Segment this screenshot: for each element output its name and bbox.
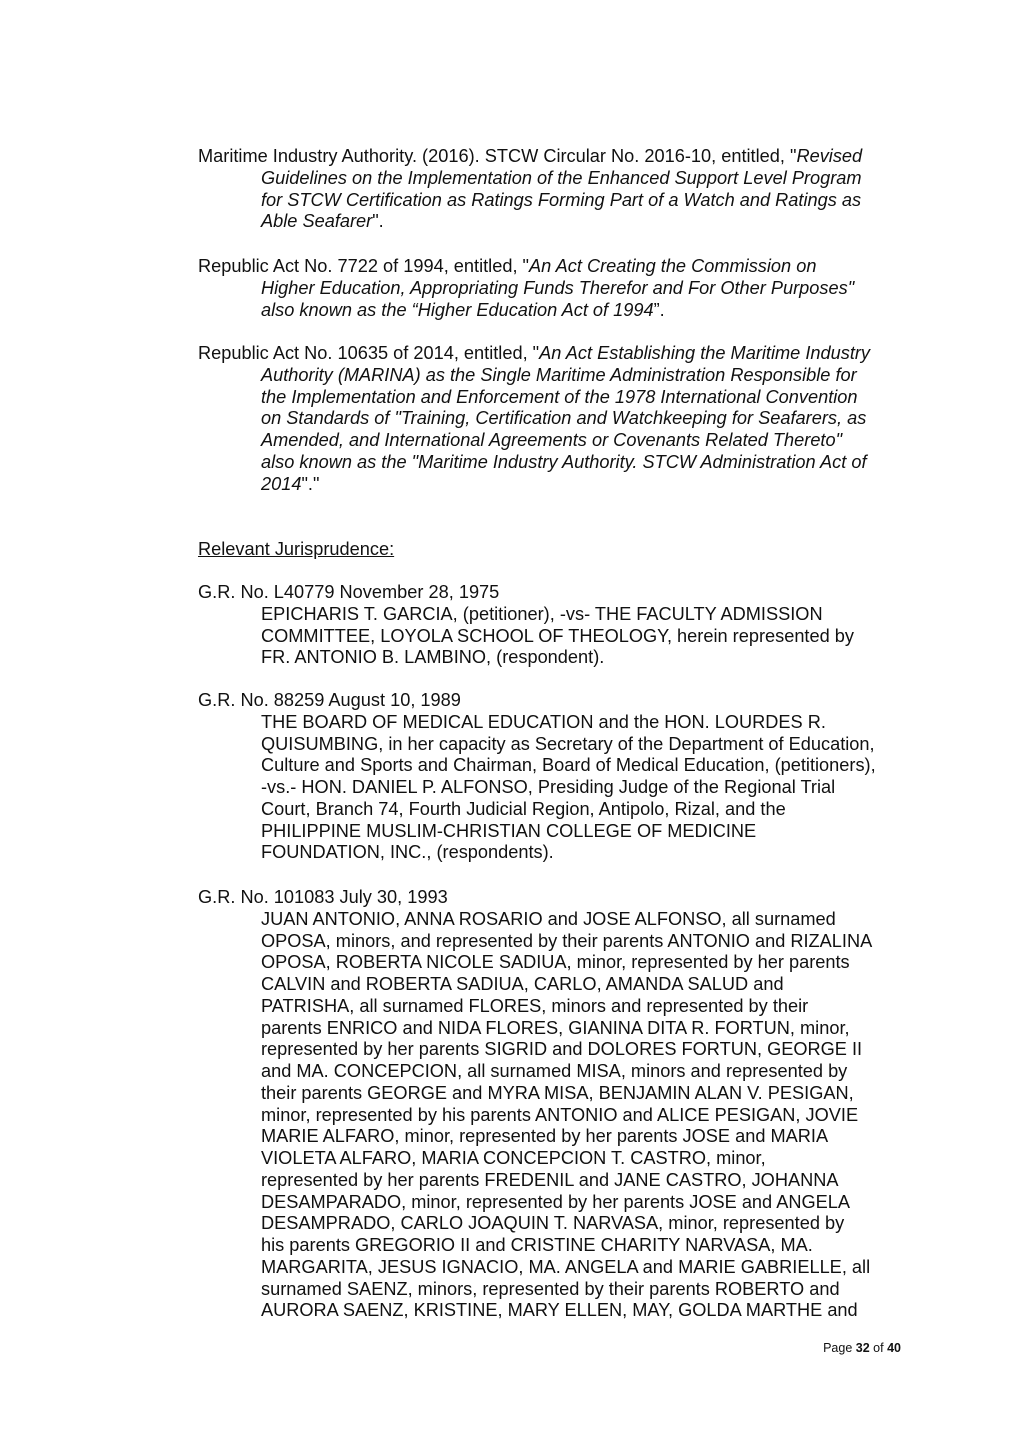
case-parties-line: Culture and Sports and Chairman, Board of Medical Education, (petitioners), xyxy=(261,755,876,776)
case-parties-line: parents ENRICO and NIDA FLORES, GIANINA DITA R. FORTUN, minor, xyxy=(261,1017,850,1038)
reference-text: ". xyxy=(372,211,384,232)
reference-line xyxy=(198,474,910,496)
reference-entry xyxy=(198,146,910,233)
case-parties-line: AURORA SAENZ, KRISTINE, MARY ELLEN, MAY, GOLDA MARTHE and xyxy=(261,1300,858,1321)
case-parties-line: OPOSA, ROBERTA NICOLE SADIUA, minor, represented by her parents xyxy=(261,952,850,973)
case-parties-line: COMMITTEE, LOYOLA SCHOOL OF THEOLOGY, herein represented by xyxy=(261,625,854,646)
reference-title-text: Guidelines on the Implementation of the Enhanced Support Level Program xyxy=(261,167,862,188)
case-parties-line: FR. ANTONIO B. LAMBINO, (respondent). xyxy=(261,647,605,668)
reference-text: ”. xyxy=(653,299,665,320)
case-parties-line: their parents GEORGE and MYRA MISA, BENJAMIN ALAN V. PESIGAN, xyxy=(261,1082,854,1103)
reference-line xyxy=(198,190,910,212)
reference-entry xyxy=(198,256,910,321)
case-parties-line: CALVIN and ROBERTA SADIUA, CARLO, AMANDA SALUD and xyxy=(261,974,784,994)
case-citation: G.R. No. L40779 November 28, 1975 xyxy=(198,582,500,602)
case-parties-line: surnamed SAENZ, minors, represented by their parents ROBERTO and xyxy=(261,1278,840,1299)
reference-line xyxy=(198,387,910,409)
reference-line xyxy=(198,343,910,365)
reference-line xyxy=(198,168,910,190)
case-parties-line: EPICHARIS T. GARCIA, (petitioner), -vs- THE FACULTY ADMISSION xyxy=(261,603,823,624)
reference-title-text: An Act Creating the Commission on xyxy=(529,256,817,276)
reference-line xyxy=(198,365,910,387)
reference-text: Maritime Industry Authority. (2016). STCW Circular No. 2016-10, entitled, " xyxy=(198,146,797,166)
case-entry xyxy=(198,887,918,1322)
jurisprudence-heading: Relevant Jurisprudence: xyxy=(198,539,395,559)
case-parties-line: QUISUMBING, in her capacity as Secretary of the Department of Education, xyxy=(261,733,875,754)
case-parties-line: -vs.- HON. DANIEL P. ALFONSO, Presiding Judge of the Regional Trial xyxy=(261,777,836,797)
case-parties-line: OPOSA, minors, and represented by their parents ANTONIO and RIZALINA xyxy=(261,930,873,951)
page-footer xyxy=(0,1341,901,1355)
case-parties-line: PATRISHA, all surnamed FLORES, minors and represented by their xyxy=(261,995,809,1016)
case-parties-line: and MA. CONCEPCION, all surnamed MISA, minors and represented by xyxy=(261,1061,848,1081)
reference-title-text: Able Seafarer xyxy=(261,211,373,232)
reference-line xyxy=(198,408,910,430)
reference-line xyxy=(198,146,910,168)
reference-title-text: also known as the “Higher Education Act of 1994 xyxy=(261,299,654,320)
case-entry xyxy=(198,582,918,669)
reference-text: Republic Act No. 10635 of 2014, entitled, " xyxy=(198,343,540,363)
reference-title-text: An Act Establishing the Maritime Industry xyxy=(539,343,871,363)
total-pages: 40 xyxy=(887,1341,901,1355)
case-parties-line: Court, Branch 74, Fourth Judicial Region, Antipolo, Rizal, and the xyxy=(261,798,786,819)
reference-line xyxy=(198,256,910,278)
case-parties-line: PHILIPPINE MUSLIM-CHRISTIAN COLLEGE OF MEDICINE xyxy=(261,820,757,841)
case-parties-line: JUAN ANTONIO, ANNA ROSARIO and JOSE ALFONSO, all surnamed xyxy=(261,908,836,929)
case-parties-line: his parents GREGORIO II and CRISTINE CHARITY NARVASA, MA. xyxy=(261,1235,813,1255)
reference-line xyxy=(198,430,910,452)
case-parties-line: represented by her parents SIGRID and DOLORES FORTUN, GEORGE II xyxy=(261,1039,863,1060)
page-word: Page xyxy=(823,1341,853,1355)
case-parties-line: MARIE ALFARO, minor, represented by her parents JOSE and MARIA xyxy=(261,1126,829,1147)
case-citation: G.R. No. 88259 August 10, 1989 xyxy=(198,690,461,710)
case-parties-line: FOUNDATION, INC., (respondents). xyxy=(261,842,554,863)
reference-title-text: 2014 xyxy=(261,473,302,494)
case-entry xyxy=(198,690,918,864)
reference-title-text: Amended, and International Agreements or Covenants Related Thereto" xyxy=(261,430,843,450)
reference-title-text: the Implementation and Enforcement of the 1978 International Convention xyxy=(261,386,858,407)
page-number: 32 xyxy=(855,1341,870,1355)
reference-title-text: Revised xyxy=(796,146,863,166)
case-parties-line: THE BOARD OF MEDICAL EDUCATION and the HON. LOURDES R. xyxy=(261,711,826,732)
of-word: of xyxy=(873,1341,884,1355)
reference-title-text: also known as the "Maritime Industry Authority. STCW Administration Act of xyxy=(261,451,867,472)
reference-title-text: for STCW Certification as Ratings Forming Part of a Watch and Ratings as xyxy=(261,189,862,210)
reference-text: Republic Act No. 7722 of 1994, entitled, " xyxy=(198,256,530,276)
reference-text: "." xyxy=(301,473,320,494)
reference-title-text: Authority (MARINA) as the Single Maritime Administration Responsible for xyxy=(261,364,857,385)
case-parties-line: minor, represented by his parents ANTONIO and ALICE PESIGAN, JOVIE xyxy=(261,1104,859,1125)
case-citation: G.R. No. 101083 July 30, 1993 xyxy=(198,887,448,907)
reference-title-text: Higher Education, Appropriating Funds Therefor and For Other Purposes" xyxy=(261,277,855,298)
reference-line xyxy=(198,278,910,300)
case-parties-line: VIOLETA ALFARO, MARIA CONCEPCION T. CASTRO, minor, xyxy=(261,1148,766,1168)
reference-line xyxy=(198,211,910,233)
reference-entry xyxy=(198,343,910,495)
case-parties-line: represented by her parents FREDENIL and JANE CASTRO, JOHANNA xyxy=(261,1169,839,1190)
case-parties-line: DESAMPRADO, CARLO JOAQUIN T. NARVASA, minor, represented by xyxy=(261,1213,845,1234)
case-parties-line: DESAMPARADO, minor, represented by her parents JOSE and ANGELA xyxy=(261,1191,850,1212)
case-parties-line: MARGARITA, JESUS IGNACIO, MA. ANGELA and MARIE GABRIELLE, all xyxy=(261,1256,871,1277)
reference-title-text: on Standards of "Training, Certification and Watchkeeping for Seafarers, as xyxy=(261,408,867,429)
reference-line xyxy=(198,452,910,474)
reference-line xyxy=(198,300,910,322)
